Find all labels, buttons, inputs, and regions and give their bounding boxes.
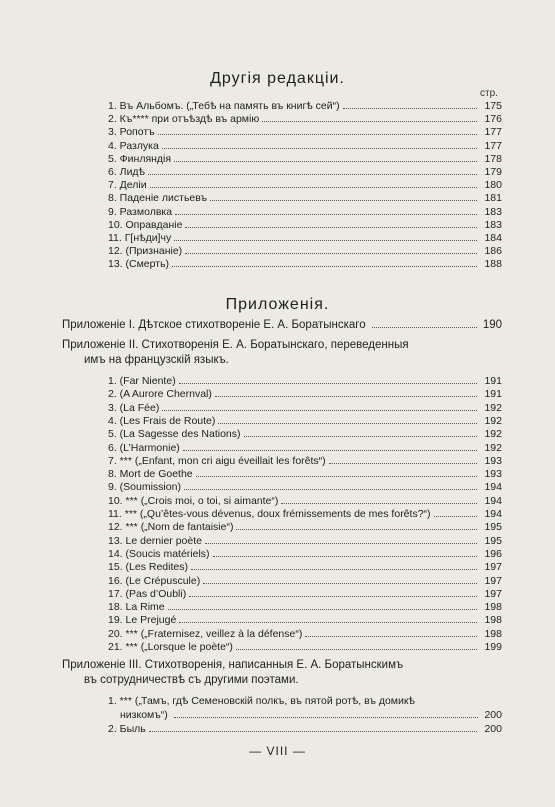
leader-dots	[162, 402, 477, 411]
toc-entry-title: 10. Оправданіе	[108, 218, 183, 231]
toc-entry	[108, 388, 502, 400]
toc-entry-page: 186	[484, 245, 502, 258]
toc-entry	[108, 468, 502, 480]
toc-entry-title: 14. (Soucis matériels)	[108, 547, 210, 560]
toc-entry	[108, 126, 502, 138]
toc-entry-page: 191	[484, 375, 502, 387]
toc-entry	[108, 232, 502, 244]
toc-entry-title: 18. La Rime	[108, 601, 165, 614]
toc-entry-page: 183	[484, 205, 502, 218]
toc-entry-page: 192	[484, 414, 502, 427]
toc-entry-title: 13. (Смерть)	[108, 258, 170, 271]
appendix-1-text: Приложеніе I. Дѣтское стихотвореніе Е. А. Боратынскаго	[62, 319, 366, 331]
toc-entry-title: 5. Финляндія	[108, 152, 172, 165]
toc-entry	[108, 508, 502, 520]
toc-entry-title: 4. (Les Frais de Route)	[108, 414, 216, 427]
toc-entry-title: 12. (Признаніе)	[108, 245, 183, 258]
toc-entry-page: 192	[484, 401, 502, 414]
toc-entry-title: 2. (A Aurore Chernval)	[108, 388, 212, 401]
toc-entry-page: 177	[484, 126, 502, 139]
toc-entry-page: 192	[484, 441, 502, 454]
toc-entry-title: 3. Ропотъ	[108, 126, 155, 139]
toc-entry-title: 19. Le Prejugé	[108, 614, 177, 627]
toc-entry	[108, 548, 502, 560]
appendix-3-item-2	[108, 723, 502, 735]
toc-entry-page: 194	[484, 494, 502, 507]
leader-dots	[158, 126, 477, 135]
toc-entry	[108, 628, 502, 640]
toc-entry-page: 199	[484, 641, 502, 653]
toc-entry-title: 17. (Pas d’Oubli)	[108, 587, 187, 600]
leader-dots	[203, 575, 477, 584]
toc-entry	[108, 415, 502, 427]
leader-dots	[196, 468, 477, 477]
toc-entry	[108, 192, 502, 204]
leader-dots	[189, 588, 477, 597]
toc-entry	[108, 113, 502, 125]
toc-entry-title: 3. (La Fée)	[108, 401, 160, 414]
appendix-3-line1: Приложеніе III. Стихотворенія, написанныя Е. А. Боратынскимъ	[62, 659, 404, 671]
toc-entry-page: 191	[484, 388, 502, 401]
leader-dots	[236, 641, 477, 650]
section-title-appendices: Приложенія.	[225, 296, 330, 313]
toc-entry-page: 192	[484, 428, 502, 441]
toc-entry-title: 6. Лидѣ	[108, 166, 145, 178]
leader-dots	[168, 601, 477, 610]
toc-entry-title: 2. Къ**** при отъѣздѣ въ армію	[108, 113, 260, 126]
toc-entry	[108, 495, 502, 507]
leader-dots	[343, 100, 477, 109]
toc-entry	[108, 179, 502, 191]
toc-entry	[108, 588, 502, 600]
toc-entry	[108, 245, 502, 257]
toc-entry	[108, 258, 502, 270]
leader-dots	[262, 113, 477, 122]
appendix-3-item-2-page: 200	[484, 723, 502, 735]
appendix-2-line2: имъ на французскій языкъ.	[84, 354, 229, 366]
leader-dots	[150, 179, 477, 188]
toc-entry	[108, 481, 502, 493]
toc-entry	[108, 153, 502, 165]
toc-entry	[108, 140, 502, 152]
toc-entry-page: 177	[484, 139, 502, 152]
leader-dots	[213, 548, 477, 557]
leader-dots	[305, 628, 477, 637]
toc-entry	[108, 575, 502, 587]
toc-entry-title: 5. (La Sagesse des Nations)	[108, 428, 241, 441]
leader-dots	[183, 442, 477, 451]
leader-dots	[244, 428, 478, 437]
toc-entry-page: 181	[484, 192, 502, 205]
toc-entry-title: 8. Mort de Goethe	[108, 468, 193, 481]
toc-entry-page: 198	[484, 614, 502, 627]
appendix-3-item-2-label: 2. Быль	[108, 723, 146, 735]
leader-dots	[174, 153, 477, 162]
appendix-1	[62, 318, 502, 333]
toc-entry	[108, 561, 502, 573]
leader-dots	[205, 535, 477, 544]
toc-entry-page: 195	[484, 521, 502, 534]
toc-entry-page: 176	[484, 113, 502, 126]
toc-entry	[108, 521, 502, 533]
toc-entry-title: 15. (Les Redites)	[108, 561, 188, 574]
toc-entry-title: 21. *** („Lorsque le poète“)	[108, 641, 233, 653]
page-column-label: стр.	[480, 88, 498, 99]
toc-entry-title: 13. Le dernier poète	[108, 534, 202, 547]
appendix-1-page: 190	[482, 319, 502, 331]
toc-entry-title: 1. Въ Альбомъ. („Тебѣ на память въ книгѣ сей“)	[108, 100, 340, 112]
leader-dots	[174, 709, 479, 718]
toc-entry-page: 183	[484, 218, 502, 231]
toc-entry-title: 11. Г[нѣди]чу	[108, 232, 172, 244]
toc-entry-title: 16. (Le Crépuscule)	[108, 574, 201, 587]
leader-dots	[179, 375, 477, 384]
leader-dots	[281, 495, 477, 504]
toc-entry	[108, 402, 502, 414]
appendix-3-line2: въ сотрудничествѣ съ другими поэтами.	[84, 674, 299, 686]
toc-entry-page: 175	[484, 100, 502, 112]
toc-entry	[108, 601, 502, 613]
toc-entry-page: 180	[484, 179, 502, 192]
toc-entry	[108, 455, 502, 467]
leader-dots	[149, 723, 477, 732]
leader-dots	[210, 192, 477, 201]
toc-entry	[108, 442, 502, 454]
leader-dots	[174, 232, 477, 241]
toc-entry-page: 197	[484, 587, 502, 600]
toc-entry-title: 12. *** („Nom de fantaisie“)	[108, 521, 234, 534]
leader-dots	[434, 508, 477, 517]
toc-entry	[108, 535, 502, 547]
toc-entry	[108, 641, 502, 653]
leader-dots	[236, 521, 477, 530]
toc-entry-title: 9. (Soumission)	[108, 481, 181, 494]
toc-entry-page: 197	[484, 574, 502, 587]
leader-dots	[175, 206, 477, 215]
toc-entry-page: 184	[484, 232, 502, 244]
leader-dots	[215, 388, 477, 397]
toc-entry-page: 198	[484, 601, 502, 614]
toc-entry-title: 9. Размолвка	[108, 205, 173, 218]
leader-dots	[184, 481, 477, 490]
toc-entry-title: 4. Разлука	[108, 139, 159, 152]
toc-entry	[108, 166, 502, 178]
toc-entry-page: 198	[484, 627, 502, 640]
appendix-3-item-1-line2: низкомъ“)	[120, 709, 168, 721]
toc-entry-page: 194	[484, 481, 502, 494]
appendix-2-heading	[62, 338, 502, 368]
toc-entry	[108, 375, 502, 387]
appendix-2-line1: Приложеніе II. Стихотворенія Е. А. Боратынскаго, переведенныя	[62, 339, 409, 351]
leader-dots	[372, 318, 477, 328]
toc-entry-title: 1. (Far Niente)	[108, 375, 176, 387]
toc-entry	[108, 614, 502, 626]
section-title-other-editions: Другія редакціи.	[210, 70, 345, 87]
leader-dots	[185, 245, 477, 254]
appendix-3-item-1-page: 200	[484, 709, 502, 721]
toc-entry	[108, 206, 502, 218]
leader-dots	[218, 415, 477, 424]
toc-entry-title: 11. *** („Qu’êtes-vous dévenus, doux frémissements de mes forêts?“)	[108, 508, 431, 520]
toc-entry-page: 193	[484, 454, 502, 467]
page-folio: — VIII —	[249, 744, 306, 758]
toc-entry-page: 195	[484, 534, 502, 547]
leader-dots	[185, 219, 477, 228]
toc-entry	[108, 219, 502, 231]
toc-entry-page: 178	[484, 152, 502, 165]
toc-entry	[108, 100, 502, 112]
leader-dots	[162, 140, 477, 149]
toc-entry-title: 10. *** („Crois moi, o toi, si aimante“)	[108, 494, 279, 507]
toc-entry-title: 20. *** („Fraternisez, veillez à la défense“)	[108, 627, 303, 640]
appendix-3-item-1	[108, 694, 502, 722]
toc-entry-page: 193	[484, 468, 502, 481]
toc-entry-page: 196	[484, 547, 502, 560]
leader-dots	[191, 561, 477, 570]
toc-entry-title: 7. Деліи	[108, 179, 147, 192]
toc-entry-title: 8. Паденіе листьевъ	[108, 192, 208, 205]
toc-entry-page: 179	[484, 166, 502, 178]
appendix-3-item-1-line1: 1. *** („Тамъ, гдѣ Семеновскій полкъ, въ пятой ротѣ, въ домикѣ	[108, 695, 415, 707]
leader-dots	[148, 166, 477, 175]
toc-entry	[108, 428, 502, 440]
appendix-3-heading	[62, 658, 502, 688]
leader-dots	[179, 614, 477, 623]
toc-entry-title: 7. *** („Enfant, mon cri aigu éveillait les forêts“)	[108, 454, 326, 467]
leader-dots	[172, 258, 477, 267]
toc-entry-page: 188	[484, 258, 502, 271]
toc-entry-title: 6. (L’Harmonie)	[108, 441, 180, 454]
leader-dots	[329, 455, 477, 464]
toc-entry-page: 194	[484, 508, 502, 520]
toc-entry-page: 197	[484, 561, 502, 574]
